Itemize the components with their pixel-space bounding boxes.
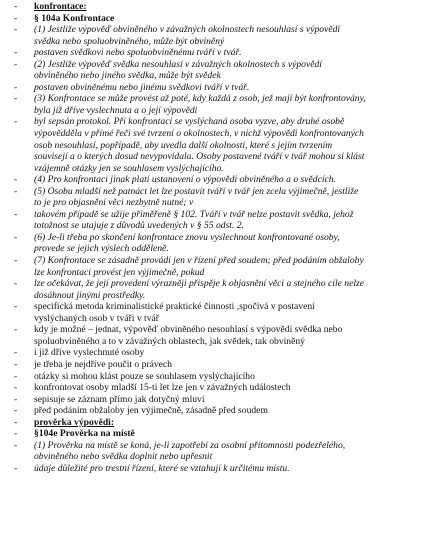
line-text: (5) Osobu mladší než patnáct let lze postavit tváří v tvář jen zcela výjimečně, jestliže xyxy=(34,185,359,197)
text-line xyxy=(4,440,422,452)
line-text: je třeba je nejdříve poučit o právech xyxy=(34,358,172,370)
line-text: (2) Jestliže výpověď svědka nesouhlasí v závažných okolnostech s výpovědí xyxy=(34,58,322,70)
text-line xyxy=(4,151,422,163)
bullet-dash: - xyxy=(14,58,18,70)
text-line xyxy=(4,70,422,82)
text-line xyxy=(4,301,422,313)
text-line xyxy=(4,255,422,267)
text-line xyxy=(4,82,422,94)
line-text: před podáním obžaloby jen výjimečně, zásadně před soudem xyxy=(34,405,268,417)
bullet-dash: - xyxy=(14,1,18,12)
bullet-dash: - xyxy=(14,416,18,428)
text-line xyxy=(4,359,422,371)
line-text: (1) Jestliže výpověď obviněného v závažných okolnostech nesouhlasí s výpovědí xyxy=(34,24,341,36)
bullet-dash: - xyxy=(14,12,18,24)
line-text: kdy je možné – jednat, výpověď obviněného nesouhlasí s výpovědí svědka nebo xyxy=(34,324,343,336)
line-text: spoluobviněného a to v závažných oblastech, jak svědek, tak obviněný xyxy=(34,335,305,347)
text-line xyxy=(4,405,422,417)
text-line xyxy=(4,394,422,406)
line-text: §104e Prověrka na místě xyxy=(34,428,135,440)
text-line xyxy=(4,24,422,36)
text-line xyxy=(4,324,422,336)
line-text: souvisejí a o kterých dosud nevypovídala. Osoby postavené tváří v tvář mohou si klást xyxy=(34,151,365,163)
line-text: údaje důležité pro trestní řízení, které se vztahují k určitému místu. xyxy=(34,462,290,474)
text-line xyxy=(4,267,422,279)
line-text: (7) Konfrontace se zásadně provádí jen v řízení před soudem; před podáním obžaloby xyxy=(34,255,364,267)
text-line xyxy=(4,174,422,186)
bullet-dash: - xyxy=(14,347,18,359)
line-text: byla již dříve vyslechnuta a o její výpovědi xyxy=(34,104,198,116)
text-line xyxy=(4,428,422,440)
text-line xyxy=(4,163,422,175)
bullet-dash: - xyxy=(14,93,18,105)
line-text: takovém případě se užije přiměřeně § 102. Tváří v tvář nelze postavit svědka, jehož xyxy=(34,208,354,220)
text-line xyxy=(4,220,422,232)
bullet-dash: - xyxy=(14,358,18,370)
bullet-dash: - xyxy=(14,428,18,440)
text-line xyxy=(4,278,422,290)
bullet-dash: - xyxy=(14,393,18,405)
text-line xyxy=(4,36,422,48)
text-line xyxy=(4,47,422,59)
line-text: konfrontovat osoby mladší 15-ti let lze jen v závažných událostech xyxy=(34,382,291,394)
text-line xyxy=(4,93,422,105)
line-text: lze očekávat, že její provedení výrazněji přispěje k objasnění věci a stejného cíle nelze xyxy=(34,278,364,290)
line-text: to je pro objasnění věci nezbytně nutné; v xyxy=(34,197,194,209)
text-line xyxy=(4,105,422,117)
line-text: obviněného nebo jiného svědka, může být svědek xyxy=(34,70,221,82)
text-line xyxy=(4,290,422,302)
text-line xyxy=(4,417,422,429)
bullet-dash: - xyxy=(14,208,18,220)
bullet-dash: - xyxy=(14,301,18,313)
text-line xyxy=(4,382,422,394)
line-text: (6) Je-li třeba po skončení konfrontace znovu vyslechnout konfrontované osoby, xyxy=(34,231,340,243)
bullet-dash: - xyxy=(14,278,18,290)
line-text: sepisuje se záznam přímo jak dotyčný mluví xyxy=(34,393,205,405)
text-line xyxy=(4,13,422,25)
bullet-dash: - xyxy=(14,324,18,336)
line-text: byl sepsán protokol. Při konfrontaci se vyslýchaná osoba vyzve, aby druhé osobě xyxy=(34,116,345,128)
bullet-dash: - xyxy=(14,174,18,186)
text-line xyxy=(4,463,422,475)
text-line xyxy=(4,116,422,128)
bullet-dash: - xyxy=(14,24,18,36)
bullet-dash: - xyxy=(14,439,18,451)
text-line xyxy=(4,313,422,325)
text-line xyxy=(4,59,422,71)
text-line xyxy=(4,128,422,140)
line-text: (3) Konfrontace se může provést až poté, kdy každá z osob, jež mají být konfrontovány, xyxy=(34,93,366,105)
line-text: vzájemně otázky jen se souhlasem vyslýchajícího. xyxy=(34,162,224,174)
text-line xyxy=(4,140,422,152)
text-line xyxy=(4,336,422,348)
line-text: lze konfrontaci provést jen výjimečně, pokud xyxy=(34,266,205,278)
bullet-dash: - xyxy=(14,382,18,394)
line-text: otázky si mohou klást pouze se souhlasem vyslýchajícího xyxy=(34,370,255,382)
text-line xyxy=(4,209,422,221)
line-text: specifická metoda kriminalistické praktické činnosti ,spočívá v postavení xyxy=(34,301,315,313)
bullet-dash: - xyxy=(14,231,18,243)
text-line xyxy=(4,371,422,383)
line-text: konfrontace: xyxy=(34,1,87,12)
text-line xyxy=(4,186,422,198)
line-text: svědka nebo spoluobviněného, může být obviněný xyxy=(34,35,225,47)
bullet-dash: - xyxy=(14,462,18,474)
line-text: osob nesouhlasí, popřípadě, aby uvedla další okolnosti, které s jejím tvrzením xyxy=(34,139,333,151)
line-text: vyslýchaných osob v tváři v tvář xyxy=(34,312,159,324)
bullet-dash: - xyxy=(14,185,18,197)
text-line xyxy=(4,451,422,463)
bullet-dash: - xyxy=(14,81,18,93)
bullet-dash: - xyxy=(14,255,18,267)
line-text: (4) Pro konfrontaci jinak platí ustanovení o výpovědi obviněného a o svědcích. xyxy=(34,174,336,186)
line-text: obviněného nebo svědka doplnit nebo upřesnit xyxy=(34,451,213,463)
line-text: provede se jejich výslech odděleně. xyxy=(34,243,169,255)
text-line xyxy=(4,232,422,244)
text-line xyxy=(4,347,422,359)
bullet-dash: - xyxy=(14,47,18,59)
bullet-dash: - xyxy=(14,116,18,128)
bullet-dash: - xyxy=(14,405,18,417)
bullet-dash: - xyxy=(14,370,18,382)
line-text: totožnost se utajuje z důvodů uvedených v § 55 odst. 2. xyxy=(34,220,244,232)
line-text: (1) Prověrka na místě se koná, je-li zapotřebí za osobní přítomnosti podezřelého, xyxy=(34,439,346,451)
line-text: i již dříve vyslechnuté osoby xyxy=(34,347,145,359)
text-line xyxy=(4,243,422,255)
line-text: prověrka výpovědi: xyxy=(34,416,115,428)
line-text: postaven svědkovi nebo spoluobviněnému tváří v tvář. xyxy=(34,47,242,59)
line-text: výpovědděla v přímé řeči své tvrzení o okolnostech, v nichž výpovědi konfrontovaných xyxy=(34,128,364,140)
text-line xyxy=(4,197,422,209)
line-text: dosáhnout jinými prostředky. xyxy=(34,289,146,301)
text-line xyxy=(4,1,422,13)
line-text: postaven obviněnému nebo jinému svědkovi tváří v tvář. xyxy=(34,81,250,93)
line-text: § 104a Konfrontace xyxy=(34,12,115,24)
